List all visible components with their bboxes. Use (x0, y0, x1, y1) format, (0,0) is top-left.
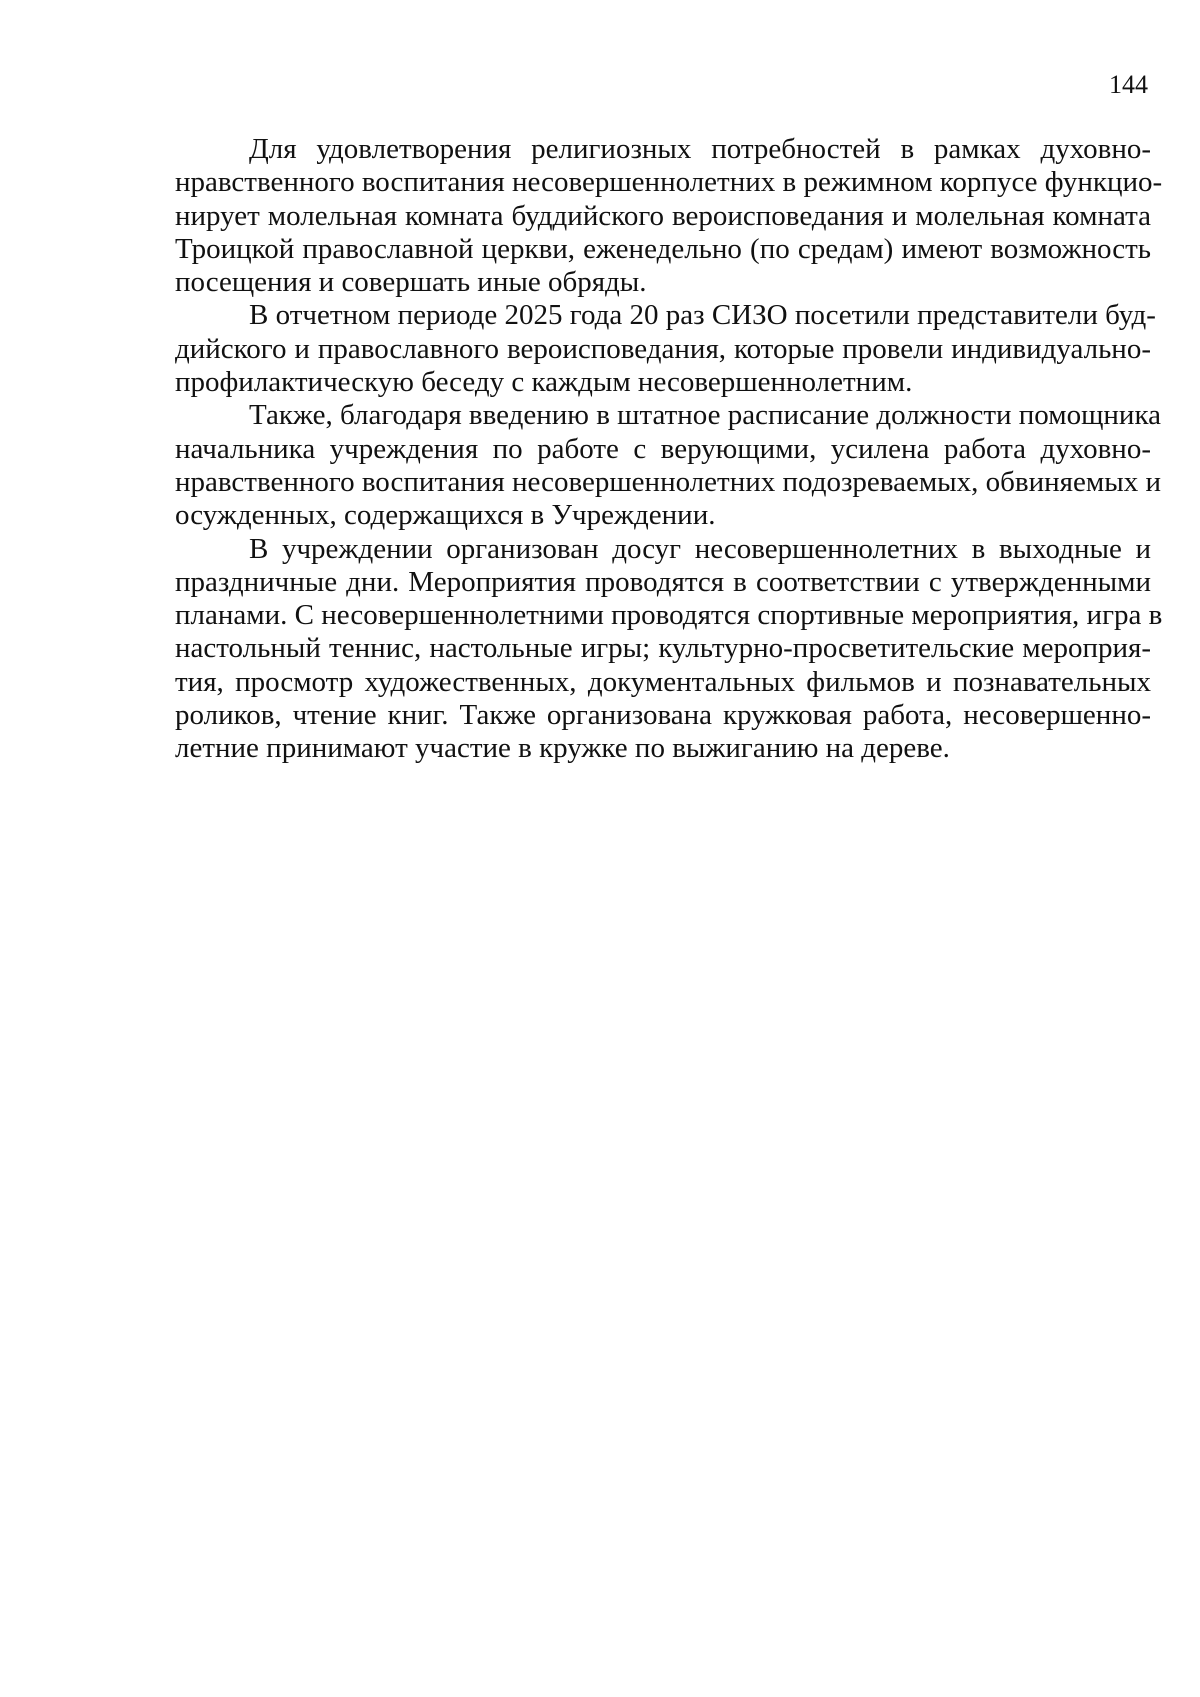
text-line: нравственного воспитания несовершеннолетних подозреваемых, обвиняемых и (175, 465, 1161, 498)
text-line: нравственного воспитания несовершеннолетних в режимном корпусе функцио- (175, 166, 1163, 199)
text-line: дийского и православного вероисповедания, которые провели индивидуально- (175, 332, 1151, 365)
body-text (175, 133, 1163, 766)
text-line: посещения и совершать иные обряды. (175, 266, 647, 299)
paragraph-clergy-visits (175, 299, 1156, 399)
text-line: летние принимают участие в кружке по выжиганию на дереве. (175, 732, 950, 765)
text-line: тия, просмотр художественных, документальных фильмов и познавательных (175, 665, 1151, 698)
paragraph-chaplain-assistant (175, 399, 1161, 532)
text-line: роликов, чтение книг. Также организована кружковая работа, несовершенно- (175, 699, 1151, 732)
text-line: праздничные дни. Мероприятия проводятся в соответствии с утвержденными (175, 565, 1151, 598)
text-line: профилактическую беседу с каждым несовершеннолетним. (175, 366, 913, 399)
text-line: Также, благодаря введению в штатное расписание должности помощника (249, 399, 1161, 432)
paragraph-leisure-activities (175, 532, 1163, 766)
text-line: начальника учреждения по работе с верующими, усилена работа духовно- (175, 432, 1151, 465)
text-line: Троицкой православной церкви, еженедельно (по средам) имеют возможность (175, 232, 1151, 265)
text-line: нирует молельная комната буддийского вероисповедания и молельная комната (175, 199, 1151, 232)
text-line: В отчетном периоде 2025 года 20 раз СИЗО посетили представители буд- (249, 299, 1156, 332)
text-line: планами. С несовершеннолетними проводятся спортивные мероприятия, игра в (175, 599, 1163, 632)
text-line: осужденных, содержащихся в Учреждении. (175, 499, 716, 532)
text-line: В учреждении организован досуг несовершеннолетних в выходные и (249, 532, 1151, 565)
page-number: 144 (1109, 70, 1148, 99)
text-line: настольный теннис, настольные игры; культурно-просветительские мероприя- (175, 632, 1151, 665)
paragraph-religious-needs (175, 133, 1163, 299)
text-line: Для удовлетворения религиозных потребностей в рамках духовно- (249, 133, 1151, 165)
